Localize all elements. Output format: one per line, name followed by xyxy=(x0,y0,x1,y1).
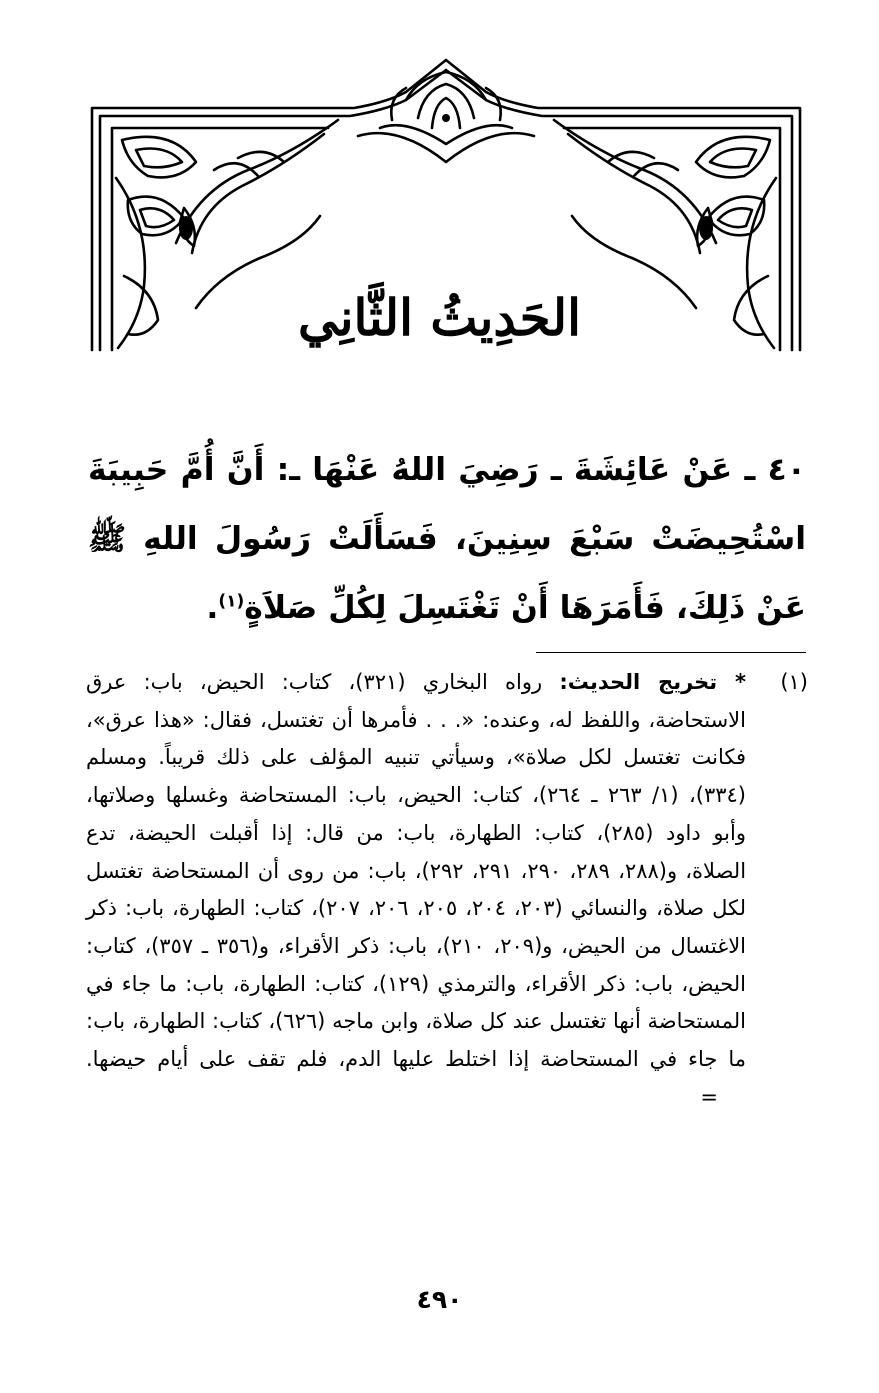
footnote-body xyxy=(86,664,746,1116)
footnote-number: (١) xyxy=(780,670,808,694)
hadith-end-mark: . xyxy=(206,590,219,626)
page-number: ٤٩٠ xyxy=(416,1285,463,1314)
footnote xyxy=(86,664,808,1116)
footnote-divider xyxy=(536,652,806,653)
footnote-lead: * تخريج الحديث: xyxy=(559,670,746,694)
continuation-mark: = xyxy=(700,1084,718,1109)
hadith-body: ٤٠ ـ عَنْ عَائِشَةَ ـ رَضِيَ اللهُ عَنْهَا ـ: أَنَّ أُمَّ حَبِيبَةَ اسْتُحِيضَتْ سَبْعَ سِنِينَ، فَسَأَلَتْ رَسُولَ اللهِ ﷺ عَنْ ذَلِكَ، فَأَمَرَهَا أَنْ تَغْتَسِلَ لِكُلِّ صَلاَةٍ xyxy=(88,452,806,626)
footnote-reference: (١) xyxy=(218,591,245,612)
hadith-text xyxy=(88,436,806,643)
chapter-title: الحَدِيثُ الثَّانِي xyxy=(297,288,582,347)
footnote-text: رواه البخاري (٣٢١)، كتاب: الحيض، باب: عرق الاستحاضة، واللفظ له، وعنده: «. . . فأمرها أن تغتسل، فقال: «هذا عرق»، فكانت تغتسل لكل صلاة»، وسيأتي تنبيه المؤلف على ذلك قريباً. ومسلم (٣٣٤)، (١/ ٢٦٣ ـ ٢٦٤)، كتاب: الحيض، باب: المستحاضة وغسلها وصلاتها، وأبو داود (٢٨٥)، كتاب: الطهارة، باب: من قال: إذا أقبلت الحيضة، تدع الصلاة، و(٢٨٨، ٢٨٩، ٢٩٠، ٢٩١، ٢٩٢)، باب: من روى أن المستحاضة تغتسل لكل صلاة، والنسائي (٢٠٣، ٢٠٤، ٢٠٥، ٢٠٦، ٢٠٧)، كتاب: الطهارة، باب: ذكر الاغتسال من الحيض، و(٢٠٩، ٢١٠)، باب: ذكر الأقراء، و(٣٥٦ ـ ٣٥٧)، كتاب: الحيض، باب: ذكر الأقراء، والترمذي (١٢٩)، كتاب: الطهارة، باب: ما جاء في المستحاضة أنها تغتسل عند كل صلاة، وابن ماجه (٦٢٦)، كتاب: الطهارة، باب: ما جاء في المستحاضة إذا اختلط عليها الدم، فلم تقف على أيام حيضها. xyxy=(86,670,747,1072)
